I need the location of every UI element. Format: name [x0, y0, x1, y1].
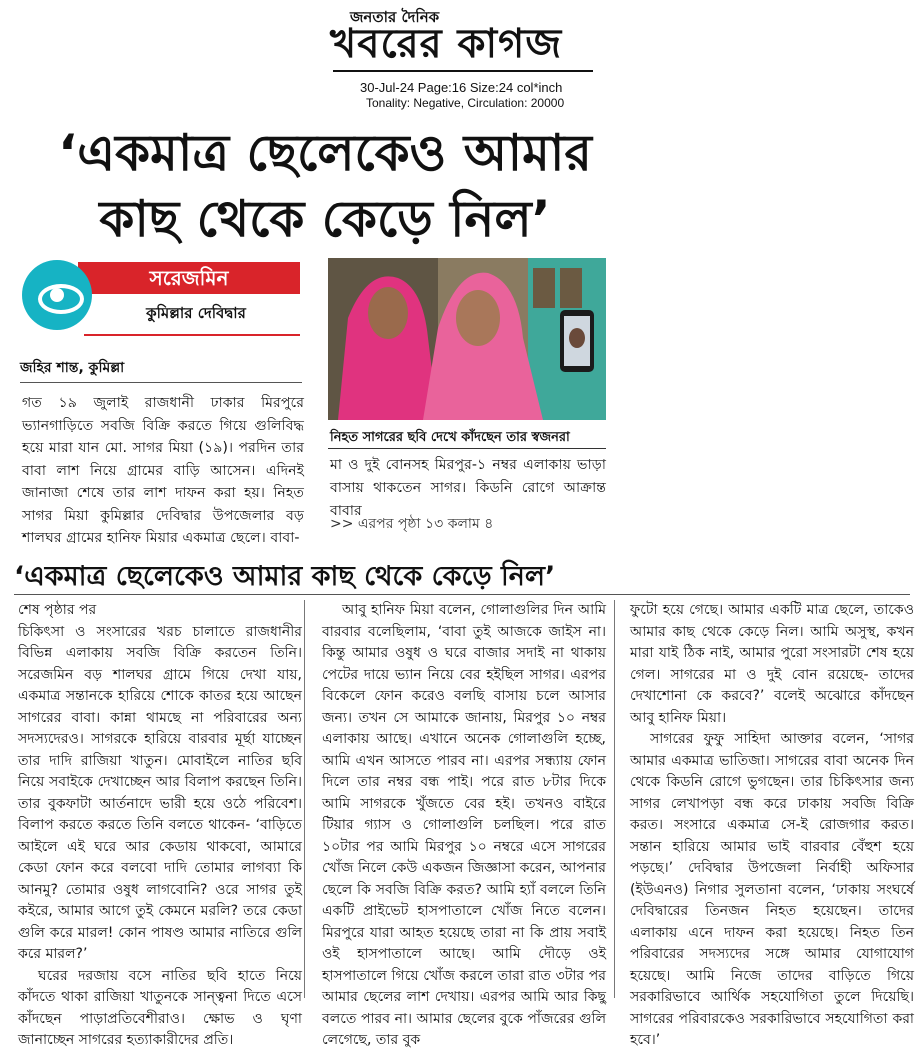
- continuation-pointer: >> এরপর পৃষ্ঠা ১৩ কলাম ৪: [330, 516, 494, 532]
- photo-caption: নিহত সাগরের ছবি দেখে কাঁদছেন তার স্বজনরা: [330, 430, 570, 445]
- column-3-paragraph-2: সাগরের ফুফু সাহিদা আক্তার বলেন, ‘সাগর আমার একমাত্র ভাতিজা। সাগরের বাবা অনেক দিন থেকে কিডনি রোগে ভুগছেন। তার চিকিৎসার জন্য সাগর লেখাপড়া বন্ধ করে ঢাকায় সবজি বিক্রি করত। সংসারে একমাত্র সে-ই রোজগার করত। সন্তান হারিয়ে আমার ভাই বারবার বেঁহুশ হয়ে পড়ছে।’ দেবিদ্বার উপজেলা নির্বাহী অফিসার (ইউএনও) নিগার সুলতানা বলেন, ‘ঢাকায় সংঘর্ষে দেবিদ্বারের তিনজন নিহত হয়েছেন। তাদের এলাকায় এনে দাফন করা হয়েছে। নিহত তিন পরিবারের সদস্যদের সঙ্গে আমার যোগাযোগ হয়েছে। আমি নিজে তাদের বাড়িতে গিয়ে সরকারিভাবে আর্থিক সহযোগিতা তুলে দিয়েছি। সাগরের পরিবারকেও সরকারিভাবে সহযোগিতা করা হবে।’: [630, 731, 914, 1048]
- news-photo: [328, 258, 606, 420]
- badge-underline: [84, 334, 300, 336]
- column-1-paragraph-2: ঘরের দরজায় বসে নাতির ছবি হাতে নিয়ে কাঁদতে থাকা রাজিয়া খাতুনকে সান্ত্বনা দিতে এসে কাঁদছেন পাড়াপ্রতিবেশীরাও। ক্ষোভ ও ঘৃণা জানাচ্ছেন সাগরের হত্যাকারীদের প্রতি।: [18, 967, 302, 1048]
- badge-location: কুমিল্লার দেবিদ্বার: [146, 304, 246, 322]
- masthead-rule: [333, 70, 593, 72]
- masthead-name: খবরের কাগজ: [330, 21, 563, 67]
- column-separator: [304, 600, 305, 998]
- teaser-paragraph: মা ও দুই বোনসহ মিরপুর-১ নম্বর এলাকায় ভাড়া বাসায় থাকতেন সাগর। কিডনি রোগে আক্রান্ত বাবার: [330, 457, 606, 519]
- continuation-headline: ‘একমাত্র ছেলেকেও আমার কাছ থেকে কেড়ে নিল’: [14, 561, 556, 592]
- eye-icon: [22, 260, 92, 330]
- clip-meta-line: 30-Jul-24 Page:16 Size:24 col*inch: [360, 80, 563, 95]
- masthead-tagline: জনতার দৈনিক: [350, 8, 440, 26]
- byline: জহির শান্ত, কুমিল্লা: [20, 360, 125, 376]
- column-2-paragraph-1: আবু হানিফ মিয়া বলেন, গোলাগুলির দিন আমি বারবার বলেছিলাম, ‘বাবা তুই আজকে জাইস না। কিন্তু আমার ওষুধ ও ঘরে বাজার সদাই না থাকায় পেটের দায়ে ভ্যান নিয়ে বের হইছিল সাগর। এরপর বিকেলে ফোন করেও বলছি বাসায় চলে আসার জন্য। তখন সে আমাকে জানায়, মিরপুর ১০ নম্বর এলাকায় আছে। এখানে অনেক গোলাগুলি হচ্ছে, আমি এখন আসতে পারব না। এরপর সন্ধ্যায় ফোন দিলে তার নম্বর বন্ধ পাই। পরে রাত ৮টার দিকে আমি সাগরকে খুঁজতে বের হই। তখনও বাইরে টিয়ার গ্যাস ও গোলাগুলি চলছিল। পরে রাত ১০টার পর আমি মিরপুর ১০ নম্বরে এসে সাগরের খোঁজ নিলে কেউ একজন জিজ্ঞাসা করেন, আপনার ছেলে কি সবজি বিক্রি করত? আমি হ্যাঁ বললে তিনি একটি প্রাইভেট হাসপাতালে খোঁজ নিতে বলেন। মিরপুরে যারা আহত হয়েছে তারা না কি প্রায় সবাই ওই হাসপাতালে আছে। আমি দৌড়ে ওই হাসপাতালে গিয়ে খোঁজ করলে তারা রাত ৩টার পর আমার ছেলের লাশ দেখায়। এরপর আমি আর কিছু বলতে পারব না। আমার ছেলের বুকে পাঁজরের গুলি লেগেছে, তার বুক: [322, 602, 606, 1048]
- continued-from-label: শেষ পৃষ্ঠার পর: [18, 602, 97, 618]
- lead-paragraph: গত ১৯ জুলাই রাজধানী ঢাকার মিরপুরে ভ্যানগাড়িতে সবজি বিক্রি করতে গিয়ে গুলিবিদ্ধ হয়ে মারা যান মো. সাগর মিয়া (১৯)। পরদিন তার বাবা লাশ নিয়ে গ্রামের বাড়ি আসেন। এদিনই জানাজা শেষে তার লাশ দাফন করা হয়। নিহত সাগর মিয়া কুমিল্লার দেবিদ্বার উপজেলার বড় শালঘর গ্রামের হানিফ মিয়ার একমাত্র ছেলে। বাবা-: [22, 395, 304, 546]
- lead-divider: [20, 382, 302, 383]
- page-headline: ‘একমাত্র ছেলেকেও আমার কাছ থেকে কেড়ে নিল’: [58, 124, 592, 248]
- article-column-2: [322, 600, 606, 1052]
- clip-meta-tonality: Tonality: Negative, Circulation: 20000: [366, 96, 565, 110]
- column-3-paragraph-1: ফুটো হয়ে গেছে। আমার একটি মাত্র ছেলে, তাকেও আমার কাছ থেকে কেড়ে নিল। আমি অসুস্থ, কখন মারা যাই ঠিক নাই, আমার পুরো সংসারটা শেষ হয়ে গেল। সাগরের মা ও দুই বোন রয়েছে- তাদের দেখাশোনা কে করবে?’ বলেই অঝোরে কাঁদছেন আবু হানিফ মিয়া।: [630, 602, 914, 726]
- column-1-paragraph-1: চিকিৎসা ও সংসারের খরচ চালাতে রাজধানীর বিভিন্ন এলাকায় সবজি বিক্রি করতেন তিনি। সরেজমিন বড় শালঘর গ্রামে গিয়ে দেখা যায়, একমাত্র সন্তানকে হারিয়ে শোকে কাতর হয়ে আছেন সাগরের বাবা। কান্না থামছে না পরিবারের অন্য সদস্যদেরও। সাগরকে হারিয়ে বারবার মূর্ছা যাচ্ছেন তার দাদি রাজিয়া খাতুন। মোবাইলে নাতির ছবি নিয়ে সবাইকে দেখাচ্ছেন আর বিলাপ করছেন তিনি। তার বুকফাটা আর্তনাদে ভারী হয়ে ওঠে পরিবেশ। বিলাপ করতে করতে তিনি বলতে থাকেন- ‘বাড়িতে আইলে এই ঘরে আর কেডায় থাকবো, আমারে কেডা ফোন করে বলবো দাদি তোমার লাগব্যা কি আনমু? তোমার ওষুধ লাগবোনি? ওরে সাগর তুই কইরে, আমার আগে তুই কেমনে মরলি? তরে কেডা গুলি করে মারল! কোন পাষণ্ড আমার নাতিরে গুলি করে মারল?’: [18, 623, 302, 962]
- column-separator: [614, 600, 615, 998]
- caption-divider: [328, 448, 606, 449]
- article-column-3: [630, 600, 914, 1052]
- badge-label: সরেজমিন: [78, 262, 300, 294]
- section-badge: [20, 258, 302, 342]
- article-column-1: [18, 600, 302, 1052]
- continuation-divider: [14, 594, 910, 595]
